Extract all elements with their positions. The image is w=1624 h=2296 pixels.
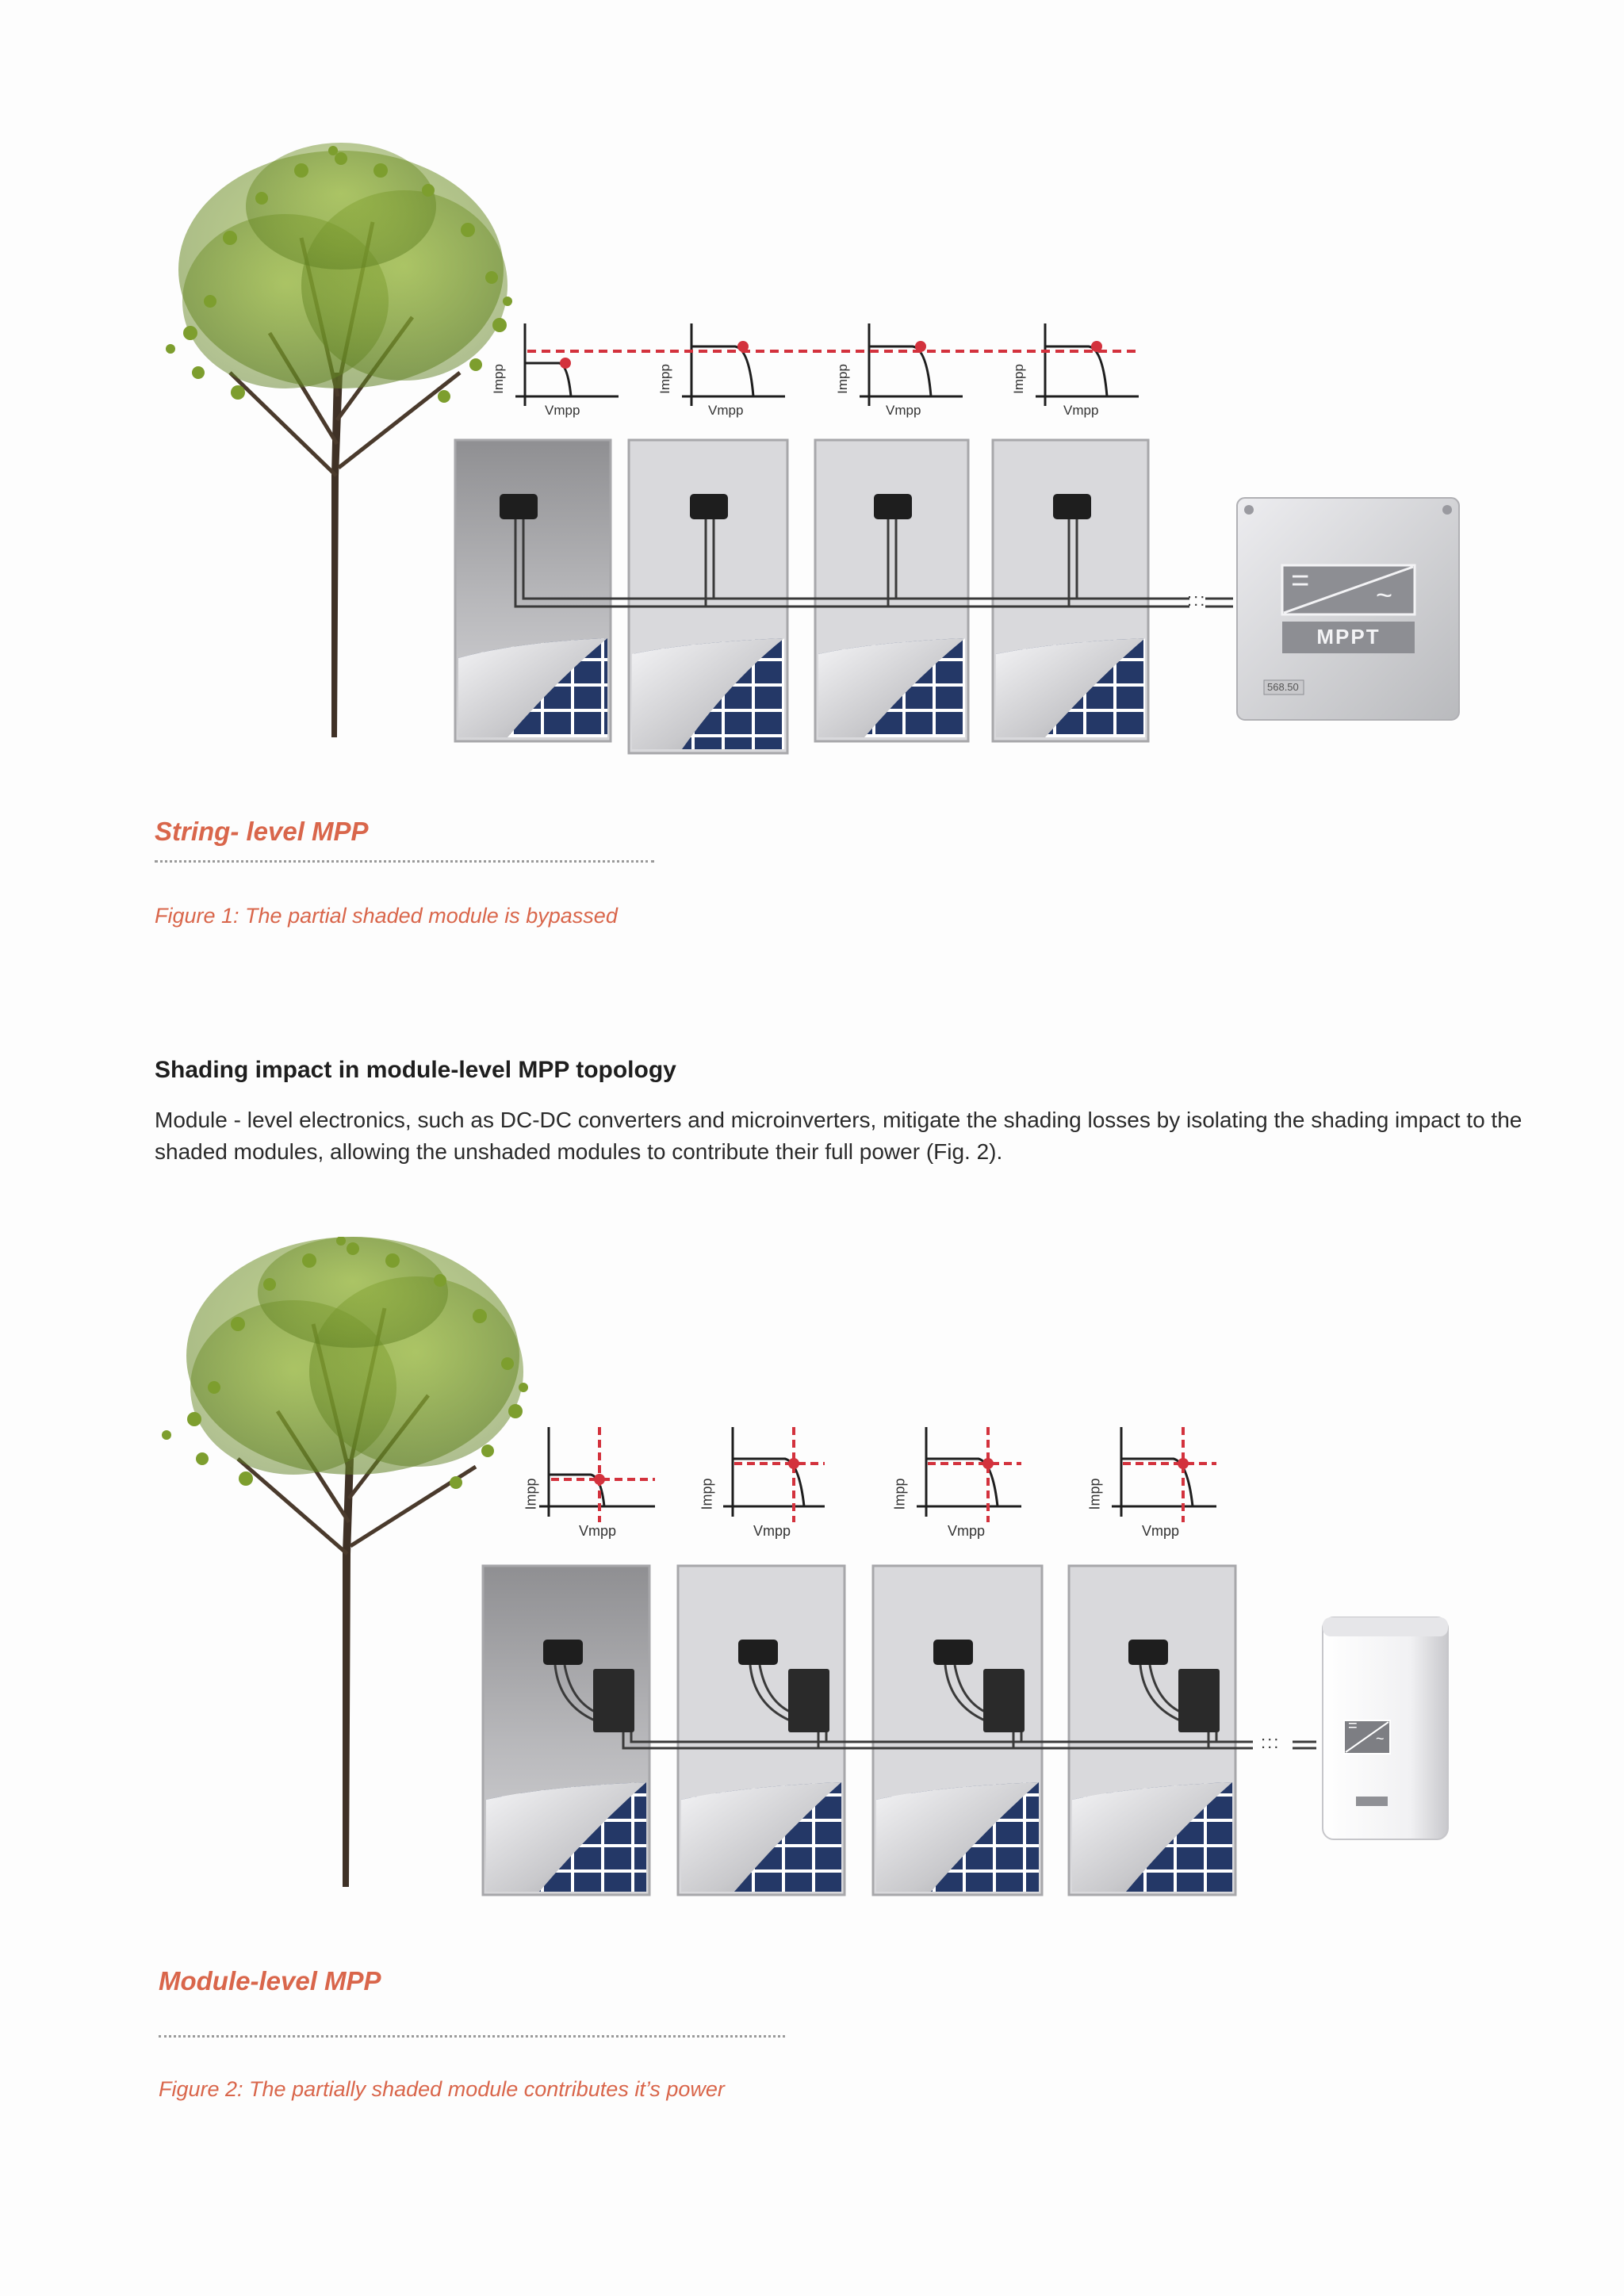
figure1-impp-label: Impp (834, 364, 850, 394)
figure2-impp-label: Impp (1086, 1478, 1103, 1510)
iv-curve (1036, 323, 1139, 406)
figure1-impp-label: Impp (1010, 364, 1026, 394)
figure1-inverter-display: 568.50 (1267, 681, 1299, 693)
iv-curve (1112, 1427, 1216, 1517)
figure2-vmpp-label: Vmpp (579, 1523, 617, 1539)
mpp-point (1178, 1458, 1189, 1469)
figure1-divider (155, 860, 654, 863)
figure1-vmpp-label: Vmpp (1063, 403, 1099, 418)
figure2-inverter-dc-symbol: = (1348, 1717, 1358, 1735)
figure1-caption: Figure 1: The partial shaded module is bypassed (155, 904, 618, 928)
figure2-divider (159, 2035, 785, 2038)
iv-curve (682, 323, 785, 406)
solar-panel (815, 440, 968, 741)
figure1-inverter-dc-symbol: = (1291, 563, 1310, 598)
iv-curve (860, 323, 963, 406)
figure2-title: Module-level MPP (159, 1966, 381, 1996)
solar-panels (455, 440, 1148, 753)
iv-curve-shaded (539, 1427, 655, 1517)
figure1-vmpp-label: Vmpp (545, 403, 580, 418)
figure1-inverter-label: MPPT (1316, 625, 1381, 649)
solar-panel (993, 440, 1148, 741)
figure1-connector-label: ::: (1187, 590, 1207, 610)
mpp-point (982, 1458, 994, 1469)
figure2-diagram (0, 1237, 1624, 1934)
mpp-point (788, 1458, 799, 1469)
figure2-vmpp-label: Vmpp (1142, 1523, 1180, 1539)
figure1-impp-label: Impp (490, 364, 506, 394)
mpp-crosshair (1123, 1427, 1216, 1522)
figure1-vmpp-label: Vmpp (708, 403, 744, 418)
figure2-impp-label: Impp (699, 1478, 715, 1510)
figure2-inverter-ac-symbol: ~ (1376, 1731, 1385, 1747)
mpp-crosshair (928, 1427, 1021, 1522)
figure1-inverter-ac-symbol: ~ (1376, 579, 1393, 611)
figure2-connector-label: ::: (1261, 1732, 1281, 1752)
mpp-point (594, 1474, 605, 1485)
figure2-vmpp-label: Vmpp (753, 1523, 791, 1539)
figure2-caption: Figure 2: The partially shaded module contributes it’s power (159, 2077, 725, 2101)
figure2-vmpp-label: Vmpp (948, 1523, 986, 1539)
section-body: Module - level electronics, such as DC-DC converters and microinverters, mitigate the shading losses by isolating the shading impact to the shaded modules, allowing the unshaded modules to contribute their full power (Fig. 2). (155, 1108, 1522, 1164)
section-heading: Shading impact in module-level MPP topology (155, 1057, 676, 1083)
inverter (1323, 1617, 1448, 1839)
figure1-impp-label: Impp (657, 364, 672, 394)
iv-curve (723, 1427, 825, 1517)
solar-panel-shaded (455, 440, 611, 741)
figure1-vmpp-label: Vmpp (886, 403, 921, 418)
figure2-iv-curves (0, 1395, 1624, 1570)
figure1-title: String- level MPP (155, 817, 369, 846)
figure2-impp-label: Impp (891, 1478, 908, 1510)
iv-curve (917, 1427, 1021, 1517)
figure2-impp-label: Impp (523, 1478, 539, 1510)
solar-panel (629, 440, 787, 753)
figure1-iv-curves (0, 0, 1624, 476)
mpp-crosshair (734, 1427, 825, 1522)
